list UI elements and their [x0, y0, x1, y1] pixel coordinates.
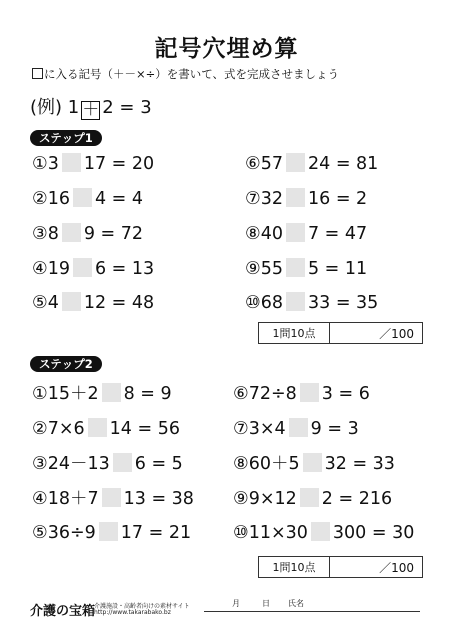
answer-box[interactable] [102, 383, 121, 402]
problem-right: 17 = 20 [83, 154, 155, 174]
blank-box-icon [32, 68, 43, 79]
problem-number: ③ [32, 454, 48, 474]
step1-problem-9 [245, 258, 367, 280]
problem-left: 60＋5 [248, 454, 300, 474]
problem-left: 9×12 [248, 489, 297, 509]
problem-number: ⑤ [32, 523, 48, 543]
instruction [32, 66, 339, 82]
problem-number: ② [32, 419, 48, 439]
score-label: 1問10点 [259, 323, 330, 343]
problem-right: 14 = 56 [109, 419, 180, 439]
problem-number: ⑩ [245, 293, 261, 313]
problem-left: 57 [260, 154, 283, 174]
problem-number: ⑦ [245, 189, 261, 209]
problem-right: 9 = 3 [310, 419, 359, 439]
step1-problem-6 [245, 153, 378, 175]
step2-problem-3 [32, 453, 183, 475]
step1-problem-10 [245, 292, 378, 314]
answer-box[interactable] [289, 418, 308, 437]
problem-right: 12 = 48 [83, 293, 155, 313]
problem-right: 17 = 21 [120, 523, 192, 543]
score-field[interactable]: ／100 [379, 560, 414, 575]
problem-number: ⑨ [233, 489, 249, 509]
step2-problem-9 [233, 488, 392, 510]
problem-left: 4 [47, 293, 59, 313]
problem-number: ⑥ [233, 384, 249, 404]
answer-box[interactable] [311, 522, 330, 541]
answer-box[interactable] [73, 188, 92, 207]
step1-problem-1 [32, 153, 154, 175]
score-label: 1問10点 [259, 557, 330, 577]
step2-problem-6 [233, 383, 370, 405]
page-title: 記号穴埋め算 [154, 36, 299, 62]
step1-score-box [258, 322, 423, 344]
step1-problem-4 [32, 258, 154, 280]
step2-problem-10 [233, 522, 414, 544]
problem-right: 8 = 9 [123, 384, 172, 404]
problem-left: 11×30 [248, 523, 308, 543]
step2-problem-1 [32, 383, 172, 405]
problem-left: 24－13 [47, 454, 110, 474]
step1-problem-3 [32, 223, 143, 245]
answer-box[interactable] [99, 522, 118, 541]
site-logo: 介護の宝箱 [30, 604, 96, 619]
problem-left: 7×6 [47, 419, 85, 439]
problem-number: ⑧ [245, 224, 261, 244]
answer-box[interactable] [62, 153, 81, 172]
problem-right: 300 = 30 [332, 523, 415, 543]
problem-right: 32 = 33 [324, 454, 395, 474]
problem-right: 24 = 81 [307, 154, 379, 174]
problem-number: ① [32, 154, 48, 174]
step2-problem-2 [32, 418, 180, 440]
instruction-text: に入る記号（＋－×÷）を書いて、式を完成させましょう [44, 67, 340, 81]
date-name-fields [204, 598, 420, 612]
problem-left: 3 [47, 154, 59, 174]
step1-problem-5 [32, 292, 154, 314]
answer-box[interactable] [300, 383, 319, 402]
answer-box[interactable] [286, 153, 305, 172]
score-field[interactable]: ／100 [379, 326, 414, 341]
problem-left: 32 [260, 189, 283, 209]
problem-right: 2 = 216 [321, 489, 393, 509]
problem-number: ⑥ [245, 154, 261, 174]
answer-box[interactable] [113, 453, 132, 472]
step2-problem-8 [233, 453, 395, 475]
answer-box[interactable] [300, 488, 319, 507]
problem-right: 3 = 6 [321, 384, 370, 404]
problem-left: 68 [260, 293, 283, 313]
answer-box[interactable] [303, 453, 322, 472]
example-equation [30, 93, 152, 120]
answer-box[interactable] [88, 418, 107, 437]
name-label: 氏名 [288, 599, 304, 608]
step2-problem-7 [233, 418, 359, 440]
problem-left: 36÷9 [47, 523, 96, 543]
problem-left: 55 [260, 259, 283, 279]
problem-left: 8 [47, 224, 59, 244]
month-label: 月 [232, 599, 240, 608]
problem-right: 6 = 13 [94, 259, 155, 279]
step2-problem-4 [32, 488, 194, 510]
problem-left: 18＋7 [47, 489, 99, 509]
step1-problem-8 [245, 223, 367, 245]
example-prefix: (例) 1 [30, 97, 80, 118]
problem-left: 15＋2 [47, 384, 99, 404]
problem-left: 40 [260, 224, 283, 244]
step1-problem-7 [245, 188, 367, 210]
problem-number: ④ [32, 259, 48, 279]
answer-box[interactable] [102, 488, 121, 507]
problem-right: 9 = 72 [83, 224, 144, 244]
problem-left: 19 [47, 259, 70, 279]
problem-right: 6 = 5 [134, 454, 183, 474]
problem-number: ⑧ [233, 454, 249, 474]
answer-box[interactable] [286, 188, 305, 207]
answer-box[interactable] [286, 292, 305, 311]
problem-right: 16 = 2 [307, 189, 368, 209]
problem-right: 4 = 4 [94, 189, 144, 209]
problem-left: 72÷8 [248, 384, 297, 404]
answer-box[interactable] [286, 223, 305, 242]
answer-box[interactable] [73, 258, 92, 277]
step1-problem-2 [32, 188, 143, 210]
problem-number: ② [32, 189, 48, 209]
site-url[interactable]: http://www.takarabako.bz [94, 609, 171, 616]
site-tagline: 介護施設・高齢者向けの素材サイト [94, 603, 190, 610]
problem-number: ⑨ [245, 259, 261, 279]
problem-number: ⑤ [32, 293, 48, 313]
problem-number: ③ [32, 224, 48, 244]
answer-box[interactable] [62, 292, 81, 311]
problem-right: 33 = 35 [307, 293, 379, 313]
example-symbol-box: ＋ [82, 100, 100, 120]
problem-number: ⑩ [233, 523, 249, 543]
problem-right: 13 = 38 [123, 489, 194, 509]
step2-problem-5 [32, 522, 191, 544]
step2-label: ステップ2 [30, 356, 102, 372]
problem-right: 5 = 11 [307, 259, 368, 279]
step2-score-box [258, 556, 423, 578]
problem-number: ④ [32, 489, 48, 509]
problem-left: 3×4 [248, 419, 286, 439]
example-suffix: 2 = 3 [102, 97, 152, 118]
problem-number: ⑦ [233, 419, 249, 439]
problem-left: 16 [47, 189, 70, 209]
step1-label: ステップ1 [30, 130, 102, 146]
answer-box[interactable] [62, 223, 81, 242]
day-label: 日 [262, 599, 270, 608]
answer-box[interactable] [286, 258, 305, 277]
problem-right: 7 = 47 [307, 224, 368, 244]
problem-number: ① [32, 384, 48, 404]
